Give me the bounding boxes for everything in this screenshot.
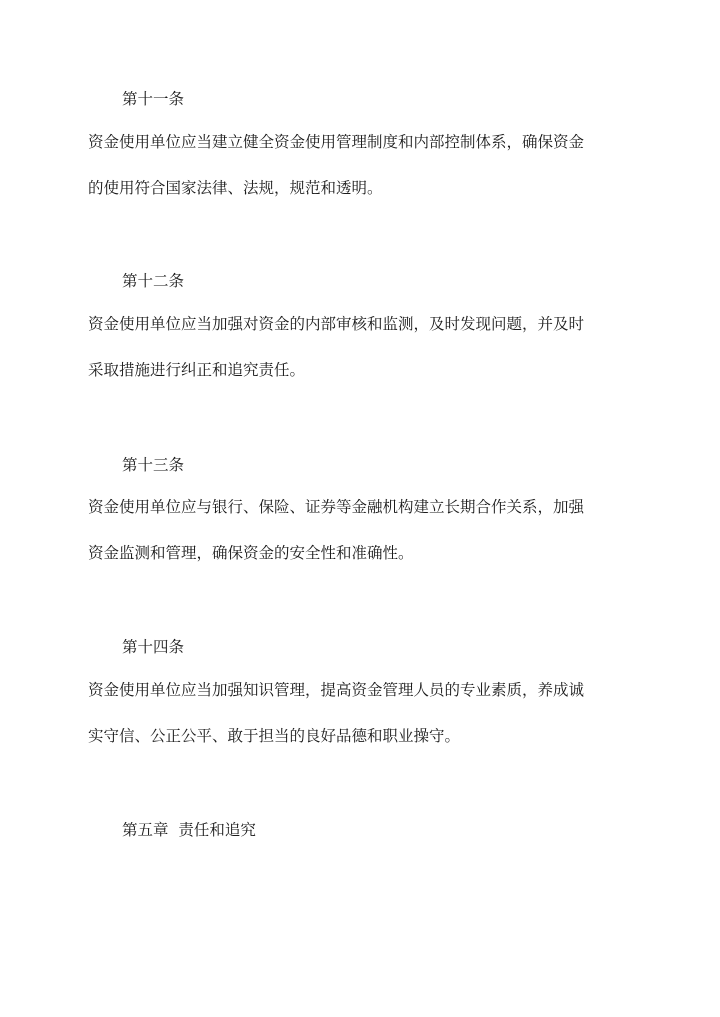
- article-14-line-2: 实守信、公正公平、敢于担当的良好品德和职业操守。: [88, 727, 461, 745]
- article-12-heading: 第十二条: [122, 272, 185, 290]
- article-12-line-1: 资金使用单位应当加强对资金的内部审核和监测，及时发现问题，并及时: [88, 315, 585, 333]
- article-13-paragraph: [88, 497, 633, 563]
- chapter-5-heading: 第五章 责任和追究: [122, 821, 256, 839]
- article-11-line-2: 的使用符合国家法律、法规，规范和透明。: [88, 179, 383, 197]
- article-12-paragraph: [88, 314, 633, 380]
- article-14-paragraph: [88, 680, 633, 746]
- article-14-line-1: 资金使用单位应当加强知识管理，提高资金管理人员的专业素质，养成诚: [88, 681, 585, 699]
- article-14-heading: 第十四条: [122, 638, 185, 656]
- article-13-line-2: 资金监测和管理，确保资金的安全性和准确性。: [88, 544, 414, 562]
- article-11-line-1: 资金使用单位应当建立健全资金使用管理制度和内部控制体系，确保资金: [88, 133, 585, 151]
- article-13-line-1: 资金使用单位应与银行、保险、证券等金融机构建立长期合作关系，加强: [88, 498, 585, 516]
- article-13-heading: 第十三条: [122, 456, 185, 474]
- article-12-line-2: 采取措施进行纠正和追究责任。: [88, 361, 306, 379]
- article-11-heading: 第十一条: [122, 90, 185, 108]
- article-11-paragraph: [88, 132, 633, 198]
